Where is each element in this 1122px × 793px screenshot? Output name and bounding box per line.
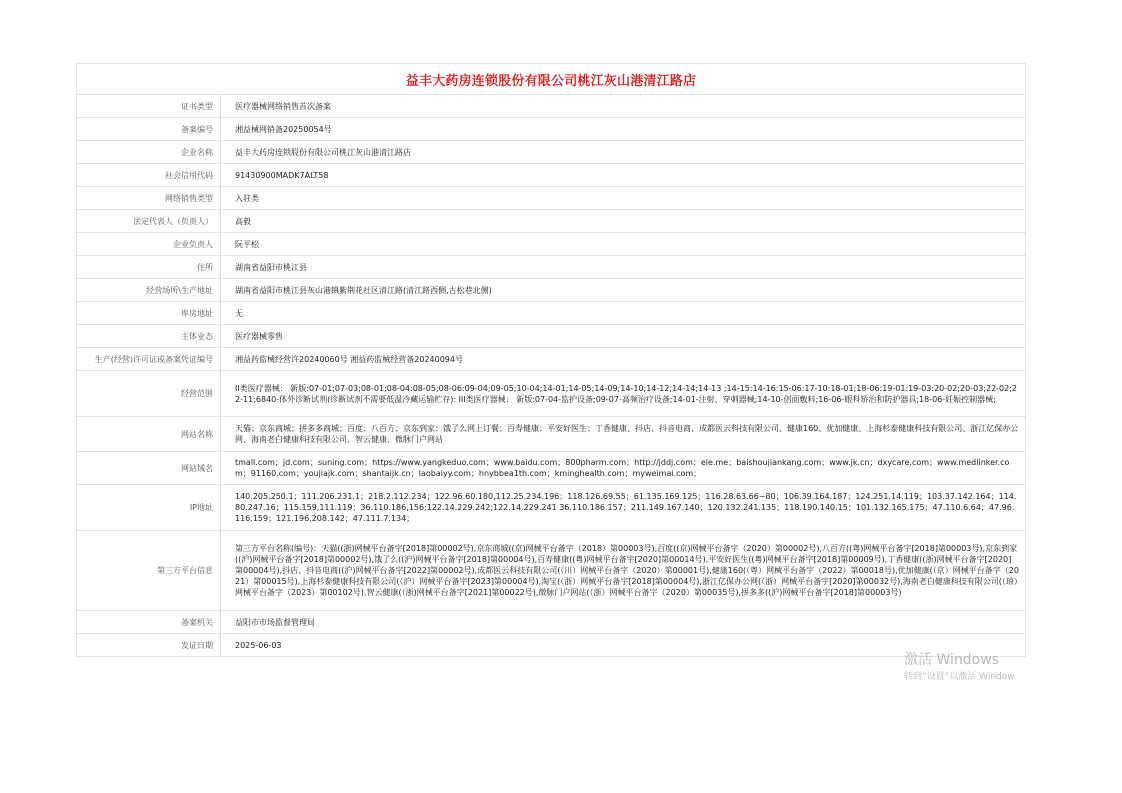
field-value: 2025-06-03 — [221, 634, 1026, 657]
field-label: 经营范围 — [77, 371, 221, 417]
row-third-party-platforms — [77, 531, 1026, 611]
row-website-domains — [77, 452, 1026, 485]
field-label: 社会信用代码 — [77, 164, 221, 187]
windows-activation-watermark — [904, 651, 1015, 683]
field-label: 备案机关 — [77, 611, 221, 634]
row-filing-number — [77, 118, 1026, 141]
field-label: 网站名称 — [77, 417, 221, 452]
field-value: 益阳市市场监督管理局 — [221, 611, 1026, 634]
row-ip-addresses — [77, 485, 1026, 531]
field-value: 91430900MADK7ALT58 — [221, 164, 1026, 187]
field-value: 140.205.250.1；111.206.231.1；218.2.112.234；122.96.60.180,112.25.234.196；118.126.69.55；61.135.169.125；116.28.63.66~80；106.39.164.187；124.251.14.119；103.37.142.164；114.80.247.16；115.159,111.119；36.110.186,156;122.14.229.242;122.14.229.241 36.110.186.157；211.149.167.140；120.132.241.135；118.190.140.15；101.132.165.175；47.110.6.64；47.96.116.159；121.196.208.142；47.111.7.134； — [221, 485, 1026, 531]
field-value: II类医疗器械： 新版:07-01;07-03;08-01;08-04:08-05;08-06:09-04;09-05;10-04;14-01;14-05;14-09;14-10;14-12;14-14;14-13 ;14-15:14-16:15-06:17-10:18-01;18-06:19-01:19-03:20-02;20-03;22-02;22-11;6840-体外诊断试剂(诊断试剂不需要低温冷藏运输贮存): III类医疗器械： 新版:07-04-监护设备;09-07-高频治疗设备;14-01-注射、穿刺器械;14-10-创面敷料;16-06-眼科矫治和防护器具;18-06-妊娠控制器械; — [221, 371, 1026, 417]
title-row — [76, 63, 1026, 95]
field-value: 湖南省益阳市桃江县灰山港镇紫荆花社区清江路(清江路西侧,古松巷北侧) — [221, 279, 1026, 302]
row-issue-date — [77, 634, 1026, 657]
watermark-title: 激活 Windows — [904, 652, 999, 668]
field-label: 主体业态 — [77, 325, 221, 348]
field-value: tmall.com；jd.com；suning.com；https://www.yangkeduo.com；www.baidu.com；800pharm.com；http://jddj.com；ele.me；baishoujiankang.com；www.jk.cn；dxycare.com；www.medlinker.com；91160.com；youjiajk.com；shantaijk.cn；laobaiyy.com；hnybbea1th.com；kminghealth.com；myweimai.com； — [221, 452, 1026, 485]
field-label: 网站域名 — [77, 452, 221, 485]
field-value: 湖南省益阳市桃江县 — [221, 256, 1026, 279]
field-value: 无 — [221, 302, 1026, 325]
field-label: 网络销售类型 — [77, 187, 221, 210]
row-sales-type — [77, 187, 1026, 210]
row-credit-code — [77, 164, 1026, 187]
field-value: 第三方平台名称(编号)：天猫((浙)网械平台备字[2018]第00002号),京东商城((京)网械平台备字（2018）第00003号),百度((京)网械平台备字（2020）第00002号),八百方((粤)网械平台备字[2018]第00003号),京东到家((沪)网械平台备字[2018]第00002号),饿了么((沪)网械平台备字[2018]第00004号),百寿健康((粤)网械平台备字[2020]第00014号),平安好医生((粤)网械平台备字[2018]第00009号),丁香健康((浙)网械平台备字[2020]第00004号),抖店、抖音电商((沪)网械平台备字[2022]第00002号),成都医云科技有限公司(（川）网械平台备字（2020）第00001号),健康160(（粤）网械平台备字（2022）第00018号),优加健康(（京）网械平台备字（2021）第00015号),上海杉泰健康科技有限公司(（沪）网械平台备字[2023]第00004号),淘宝(（浙）网械平台备字[2018]第00004号),浙江亿保办公网(（浙）网械平台备字[2020]第00032号),海南老白健康科技有限公司(（琼）网械平台备字（2023）第00102号),智云健康(（浙)网械平台备字[2021]第00022号),微脉门户网站(（浙）网械平台备字（2020）第00035号),拼多多((沪)网械平台备字[2018]第00003号) — [221, 531, 1026, 611]
field-value: 天猫；京东商城；拼多多商城；百度；八百方；京东到家；饿了么网上订餐；百寿健康；平安好医生；丁香健康、抖店、抖音电商、成都医云科技有限公司、健康160、优加健康、上海杉泰健康科技有限公司、浙江亿保办公网、海南老白健康科技有限公司、智云健康、微脉门户网站 — [221, 417, 1026, 452]
field-label: 企业名称 — [77, 141, 221, 164]
field-label: 企业负责人 — [77, 233, 221, 256]
field-label: 证书类型 — [77, 95, 221, 118]
row-license-number — [77, 348, 1026, 371]
row-legal-representative — [77, 210, 1026, 233]
filing-certificate — [76, 63, 1026, 657]
row-filing-authority — [77, 611, 1026, 634]
field-label: 法定代表人（负责人） — [77, 210, 221, 233]
field-label: 住所 — [77, 256, 221, 279]
row-website-names — [77, 417, 1026, 452]
field-label: 库房地址 — [77, 302, 221, 325]
field-label: 第三方平台信息 — [77, 531, 221, 611]
field-label: 经营场所\生产地址 — [77, 279, 221, 302]
row-business-scope — [77, 371, 1026, 417]
field-value: 入驻类 — [221, 187, 1026, 210]
field-value: 高毅 — [221, 210, 1026, 233]
field-label: 发证日期 — [77, 634, 221, 657]
row-business-address — [77, 279, 1026, 302]
field-value: 湘益药监械经营许20240060号 湘益药监械经营备20240094号 — [221, 348, 1026, 371]
row-company-head — [77, 233, 1026, 256]
row-domicile — [77, 256, 1026, 279]
field-label: 生产(经营)许可证或备案凭证编号 — [77, 348, 221, 371]
page-title: 益丰大药房连锁股份有限公司桃江灰山港清江路店 — [405, 73, 697, 89]
field-label: 备案编号 — [77, 118, 221, 141]
field-value: 医疗器械零售 — [221, 325, 1026, 348]
info-table — [76, 95, 1026, 657]
field-value: 益丰大药房连锁股份有限公司桃江灰山港清江路店 — [221, 141, 1026, 164]
field-value: 医疗器械网络销售首次备案 — [221, 95, 1026, 118]
row-business-format — [77, 325, 1026, 348]
row-warehouse-address — [77, 302, 1026, 325]
row-company-name — [77, 141, 1026, 164]
watermark-subtitle: 转到“设置”以激活 Window — [904, 672, 1015, 682]
field-value: 湘益械网销备20250054号 — [221, 118, 1026, 141]
field-label: IP地址 — [77, 485, 221, 531]
row-certificate-type — [77, 95, 1026, 118]
field-value: 阮平松 — [221, 233, 1026, 256]
